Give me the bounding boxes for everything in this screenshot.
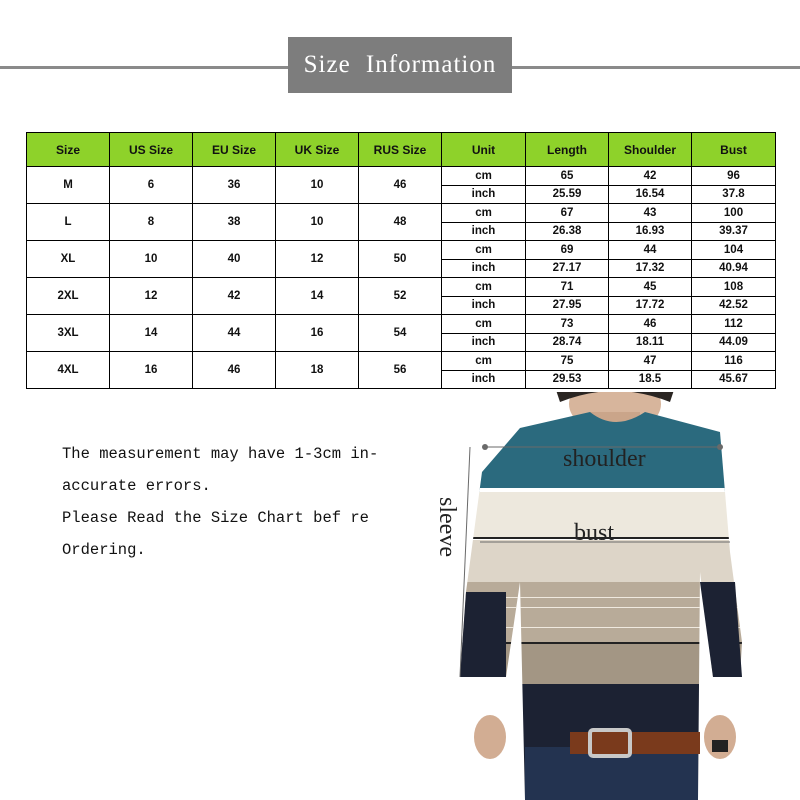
table-header-row — [27, 133, 776, 167]
table-row — [27, 352, 776, 371]
cell-rus: 56 — [359, 352, 442, 389]
title-banner — [288, 37, 512, 93]
cell-bust: 100 — [692, 204, 776, 223]
table-body — [27, 167, 776, 389]
cell-shoulder: 43 — [609, 204, 692, 223]
cell-us: 10 — [110, 241, 193, 278]
cell-shoulder: 47 — [609, 352, 692, 371]
cell-length: 65 — [526, 167, 609, 186]
cell-length: 71 — [526, 278, 609, 297]
cell-eu: 36 — [193, 167, 276, 204]
table-row — [27, 241, 776, 260]
table-row — [27, 167, 776, 186]
cell-unit: cm — [442, 315, 526, 334]
cell-bust: 116 — [692, 352, 776, 371]
cell-shoulder: 18.5 — [609, 370, 692, 389]
cell-unit: inch — [442, 370, 526, 389]
note-line: The measurement may have 1-3cm in- — [62, 445, 379, 463]
header-rule-left — [0, 66, 288, 69]
cell-bust: 39.37 — [692, 222, 776, 241]
page-title: Size Information — [303, 51, 497, 78]
cell-unit: cm — [442, 352, 526, 371]
cell-us: 8 — [110, 204, 193, 241]
cell-shoulder: 16.93 — [609, 222, 692, 241]
cell-shoulder: 17.72 — [609, 296, 692, 315]
cell-bust: 45.67 — [692, 370, 776, 389]
cell-rus: 46 — [359, 167, 442, 204]
cell-us: 14 — [110, 315, 193, 352]
product-image — [430, 392, 800, 800]
cell-rus: 54 — [359, 315, 442, 352]
bust-label: bust — [574, 520, 615, 546]
cell-uk: 18 — [276, 352, 359, 389]
right-hand — [704, 715, 736, 759]
left-cuff — [460, 592, 506, 677]
cell-uk: 14 — [276, 278, 359, 315]
cell-length: 25.59 — [526, 185, 609, 204]
cell-unit: cm — [442, 278, 526, 297]
note-line: accurate errors. — [62, 477, 211, 495]
column-header: US Size — [110, 133, 193, 167]
table-row — [27, 204, 776, 223]
cell-unit: cm — [442, 167, 526, 186]
cell-length: 26.38 — [526, 222, 609, 241]
cell-uk: 12 — [276, 241, 359, 278]
right-cuff — [700, 582, 742, 677]
cell-size: XL — [27, 241, 110, 278]
cell-bust: 42.52 — [692, 296, 776, 315]
cell-shoulder: 42 — [609, 167, 692, 186]
cell-uk: 10 — [276, 204, 359, 241]
cell-shoulder: 44 — [609, 241, 692, 260]
sleeve-label: sleeve — [434, 497, 460, 557]
cell-unit: cm — [442, 204, 526, 223]
cell-length: 75 — [526, 352, 609, 371]
table-row — [27, 278, 776, 297]
cell-shoulder: 18.11 — [609, 333, 692, 352]
cell-size: L — [27, 204, 110, 241]
cell-us: 16 — [110, 352, 193, 389]
cell-size: 2XL — [27, 278, 110, 315]
cell-unit: inch — [442, 259, 526, 278]
cell-shoulder: 16.54 — [609, 185, 692, 204]
cell-bust: 44.09 — [692, 333, 776, 352]
cell-length: 29.53 — [526, 370, 609, 389]
cell-bust: 96 — [692, 167, 776, 186]
cell-eu: 40 — [193, 241, 276, 278]
cell-length: 67 — [526, 204, 609, 223]
cell-unit: inch — [442, 333, 526, 352]
column-header: Length — [526, 133, 609, 167]
watch — [712, 740, 728, 752]
size-table — [26, 132, 776, 389]
cell-length: 27.95 — [526, 296, 609, 315]
cell-shoulder: 46 — [609, 315, 692, 334]
note-line: Ordering. — [62, 541, 146, 559]
shoulder-label: shoulder — [563, 446, 646, 472]
guide-point — [482, 444, 488, 450]
column-header: Unit — [442, 133, 526, 167]
cell-uk: 16 — [276, 315, 359, 352]
cell-shoulder: 45 — [609, 278, 692, 297]
table-row — [27, 315, 776, 334]
cell-us: 12 — [110, 278, 193, 315]
cell-unit: cm — [442, 241, 526, 260]
cell-us: 6 — [110, 167, 193, 204]
column-header: Bust — [692, 133, 776, 167]
measurement-note — [62, 438, 422, 566]
cell-size: M — [27, 167, 110, 204]
cell-length: 73 — [526, 315, 609, 334]
cell-bust: 108 — [692, 278, 776, 297]
column-header: Size — [27, 133, 110, 167]
column-header: EU Size — [193, 133, 276, 167]
column-header: UK Size — [276, 133, 359, 167]
guide-point — [717, 444, 723, 450]
cell-unit: inch — [442, 222, 526, 241]
cell-length: 27.17 — [526, 259, 609, 278]
cell-rus: 52 — [359, 278, 442, 315]
cell-bust: 40.94 — [692, 259, 776, 278]
cell-uk: 10 — [276, 167, 359, 204]
cell-eu: 46 — [193, 352, 276, 389]
cell-eu: 38 — [193, 204, 276, 241]
cell-eu: 44 — [193, 315, 276, 352]
cell-bust: 112 — [692, 315, 776, 334]
cell-eu: 42 — [193, 278, 276, 315]
column-header: Shoulder — [609, 133, 692, 167]
cell-unit: inch — [442, 296, 526, 315]
column-header: RUS Size — [359, 133, 442, 167]
cell-bust: 104 — [692, 241, 776, 260]
cell-rus: 50 — [359, 241, 442, 278]
left-hand — [474, 715, 506, 759]
cell-rus: 48 — [359, 204, 442, 241]
cell-size: 3XL — [27, 315, 110, 352]
cell-length: 28.74 — [526, 333, 609, 352]
cell-unit: inch — [442, 185, 526, 204]
note-line: Please Read the Size Chart bef re — [62, 509, 369, 527]
cell-length: 69 — [526, 241, 609, 260]
cell-bust: 37.8 — [692, 185, 776, 204]
cell-size: 4XL — [27, 352, 110, 389]
cell-shoulder: 17.32 — [609, 259, 692, 278]
header-rule-right — [512, 66, 800, 69]
